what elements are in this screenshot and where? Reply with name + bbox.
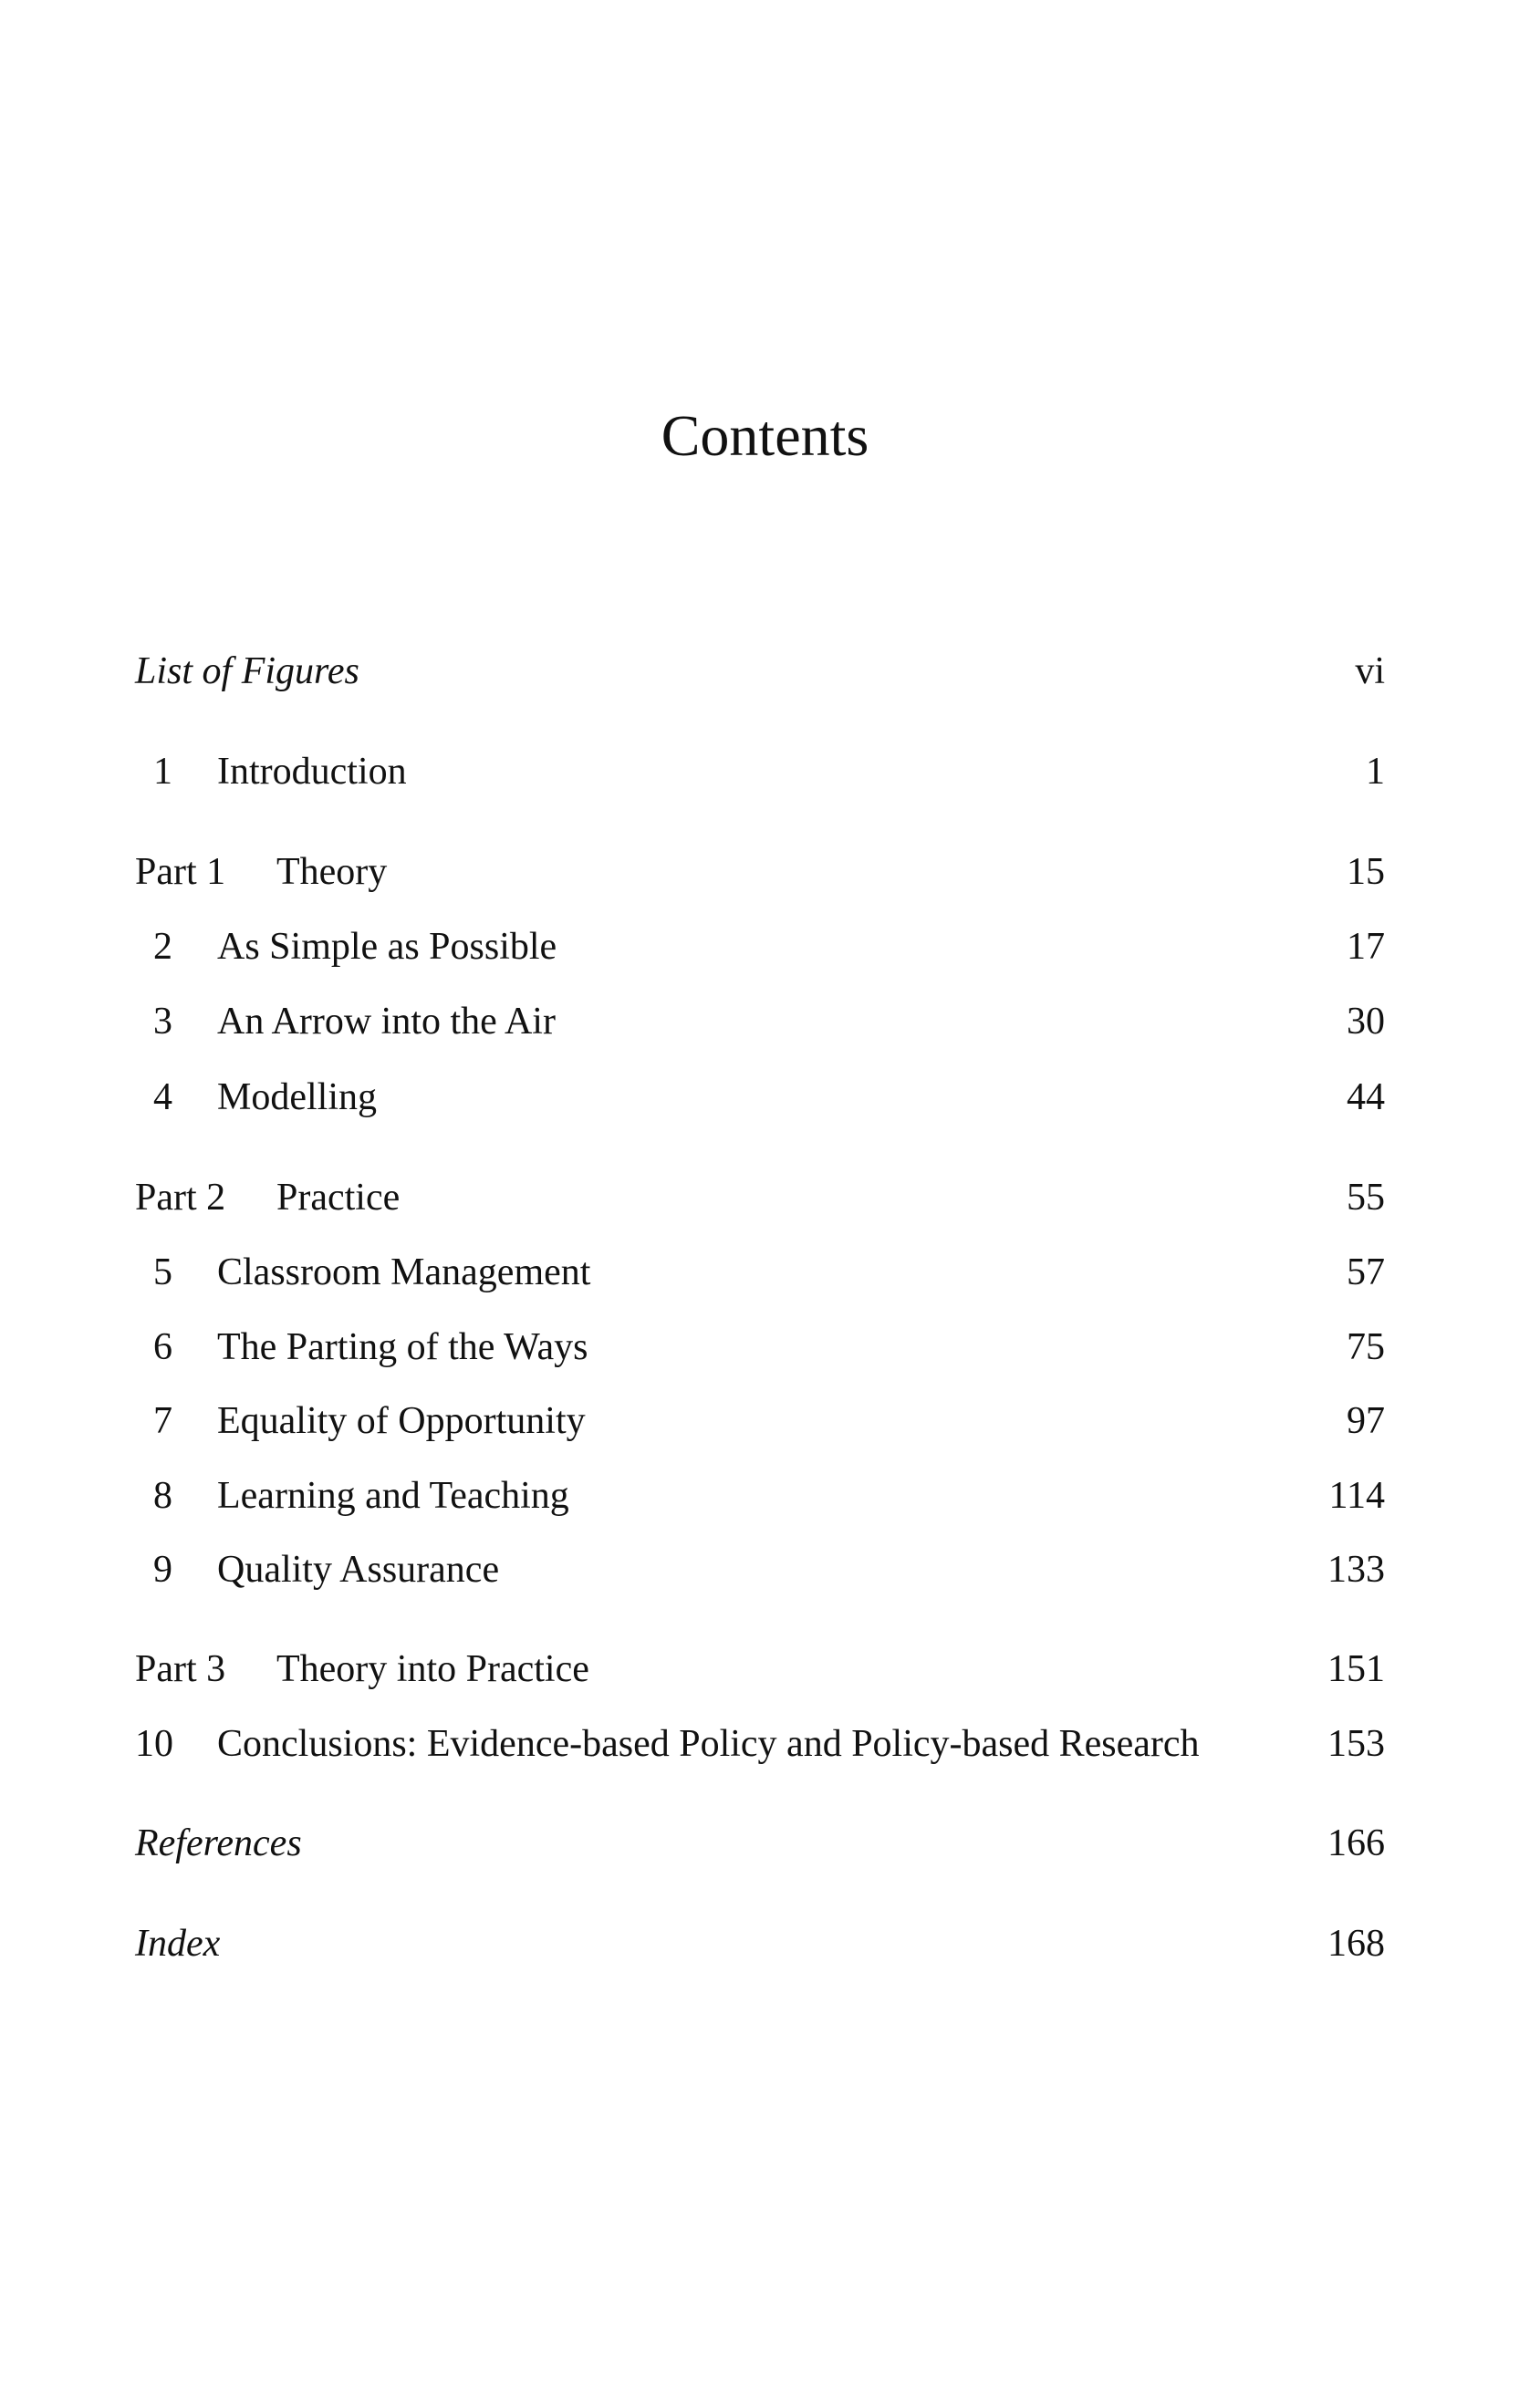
toc-entry-title: Conclusions: Evidence-based Policy and Policy-based Research [217,1723,1200,1765]
chapter-number: 3 [153,1001,172,1043]
toc-page-number: vi [1355,650,1385,692]
toc-page-number: 55 [1347,1177,1385,1219]
toc-entry-chapter-2[interactable] [135,921,1385,972]
chapter-number: 10 [135,1723,173,1765]
toc-page-number: 133 [1327,1549,1385,1591]
toc-entry-chapter-7[interactable] [135,1396,1385,1447]
toc-entry-chapter-4[interactable] [135,1072,1385,1123]
toc-part-1[interactable] [135,846,1385,898]
toc-entry-title: The Parting of the Ways [217,1326,588,1368]
toc-entry-title: Index [135,1923,221,1965]
part-label: Part 2 [135,1177,226,1219]
part-label: Part 1 [135,851,226,893]
part-title: Theory [276,851,388,893]
chapter-number: 5 [153,1251,172,1293]
toc-page-number: 168 [1327,1923,1385,1965]
part-title: Practice [276,1177,401,1219]
toc-entry-index[interactable] [135,1918,1385,1969]
part-title: Theory into Practice [276,1648,589,1690]
toc-page-number: 151 [1327,1648,1385,1690]
chapter-number: 6 [153,1326,172,1368]
toc-entry-title: As Simple as Possible [217,926,557,968]
toc-page-number: 30 [1347,1001,1385,1043]
chapter-number: 8 [153,1475,172,1517]
toc-entry-title: An Arrow into the Air [217,1001,556,1043]
page-title: Contents [661,403,869,468]
toc-entry-title: Modelling [217,1076,377,1118]
toc-entry-chapter-10[interactable] [135,1718,1385,1770]
toc-page-number: 57 [1347,1251,1385,1293]
part-label: Part 3 [135,1648,226,1690]
toc-entry-title: Introduction [217,751,407,793]
toc-part-2[interactable] [135,1172,1385,1223]
chapter-number: 2 [153,926,172,968]
toc-entry-list-of-figures[interactable] [135,646,1385,697]
chapter-number: 4 [153,1076,172,1118]
toc-page-number: 97 [1347,1400,1385,1442]
toc-entry-chapter-9[interactable] [135,1544,1385,1595]
toc-entry-chapter-3[interactable] [135,996,1385,1047]
toc-entry-chapter-1[interactable] [135,746,1385,797]
toc-page-number: 1 [1366,751,1385,793]
toc-page-number: 153 [1327,1723,1385,1765]
toc-entry-title: Classroom Management [217,1251,591,1293]
chapter-number: 7 [153,1400,172,1442]
toc-page-number: 166 [1327,1822,1385,1864]
toc-entry-chapter-8[interactable] [135,1470,1385,1521]
toc-entry-title: List of Figures [135,650,359,692]
toc-entry-references[interactable] [135,1818,1385,1869]
chapter-number: 1 [153,751,172,793]
toc-part-3[interactable] [135,1644,1385,1695]
toc-entry-title: Learning and Teaching [217,1475,569,1517]
chapter-number: 9 [153,1549,172,1591]
toc-page-number: 15 [1347,851,1385,893]
toc-page-number: 114 [1328,1475,1385,1517]
toc-page-number: 44 [1347,1076,1385,1118]
toc-page-number: 75 [1347,1326,1385,1368]
toc-page-number: 17 [1347,926,1385,968]
toc-entry-title: Quality Assurance [217,1549,500,1591]
toc-entry-chapter-6[interactable] [135,1322,1385,1373]
toc-entry-title: Equality of Opportunity [217,1400,586,1442]
toc-entry-title: References [135,1822,302,1864]
toc-entry-chapter-5[interactable] [135,1247,1385,1298]
